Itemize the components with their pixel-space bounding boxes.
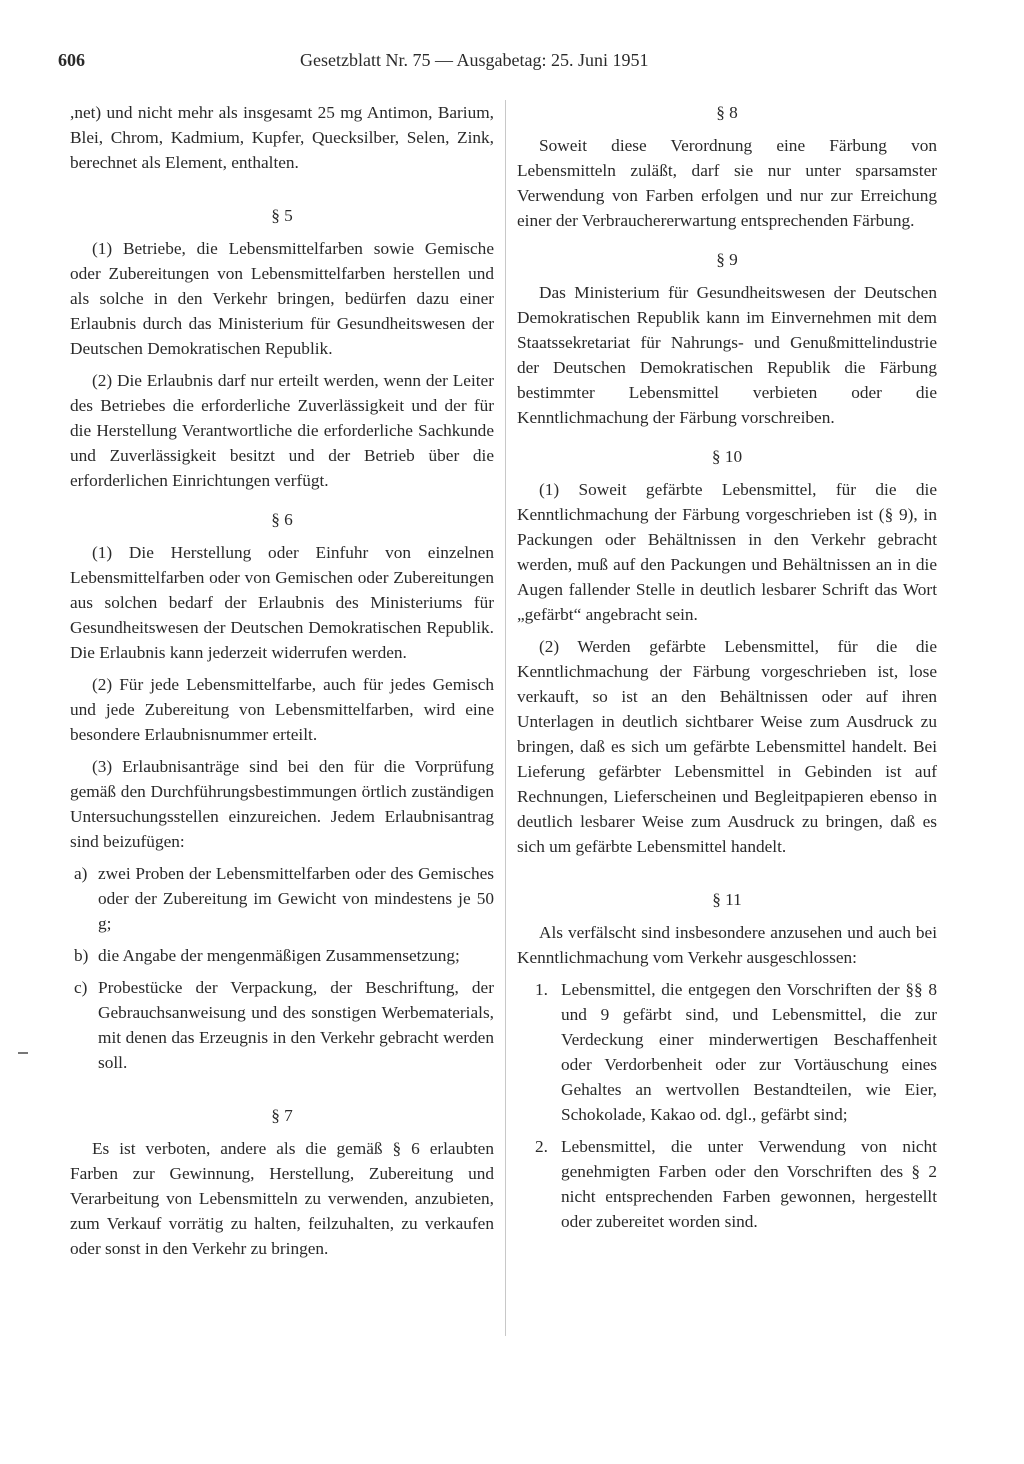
list-item <box>70 861 494 936</box>
list-marker: 1. <box>535 980 548 999</box>
section-6-list <box>70 861 494 1075</box>
right-column <box>517 100 937 1241</box>
running-title: Gesetzblatt Nr. 75 — Ausgabetag: 25. Juni 1951 <box>300 50 649 70</box>
list-item-text: zwei Proben der Lebensmittelfarben oder des Gemisches oder der Zubereitung im Gewicht von mindestens je 50 g; <box>98 864 494 933</box>
section-heading-6: § 6 <box>271 510 293 529</box>
section-6-paragraph-3: (3) Erlaubnisanträge sind bei den für die Vorprüfung gemäß den Durchführungsbestimmungen örtlich zuständigen Untersuchungsstellen einzureichen. Jedem Erlaubnisantrag sind beizufügen: <box>70 757 494 851</box>
margin-mark <box>18 1052 28 1054</box>
list-item <box>517 1134 937 1234</box>
section-heading-8: § 8 <box>716 103 738 122</box>
section-heading-7: § 7 <box>271 1106 293 1125</box>
section-10-paragraph-1: (1) Soweit gefärbte Lebensmittel, für die die Kenntlichmachung der Färbung vorgeschrieben ist (§ 9), in Packungen oder Behältnissen in den Verkehr gebracht werden, muß auf den Packungen und Behältnissen an in die Augen fallender Stelle in deutlich lesbarer Schrift das Wort „gefärbt“ angebracht sein. <box>517 480 937 624</box>
list-item-text: Lebensmittel, die unter Verwendung von nicht genehmigten Farben oder den Vorschriften des § 2 nicht entsprechenden Farben gewonnen, hergestellt oder zubereitet worden sind. <box>561 1137 937 1231</box>
section-heading-9: § 9 <box>716 250 738 269</box>
list-marker: b) <box>74 946 89 965</box>
section-6-paragraph-1: (1) Die Herstellung oder Einfuhr von einzelnen Lebensmittelfarben oder von Gemischen oder Zubereitungen aus solchen bedarf der Erlaubnis des Ministeriums für Gesundheitswesen der Deutschen Demokratischen Republik. Die Erlaubnis kann jederzeit widerrufen werden. <box>70 543 494 662</box>
section-9-paragraph-1: Das Ministerium für Gesundheitswesen der Deutschen Demokratischen Republik kann im Einvernehmen mit dem Staatssekretariat für Nahrungs- und Genußmittelindustrie der Deutschen Demokratischen Republik die Färbung bestimmter Lebensmittel verbieten oder die Kenntlichmachung der Färbung vorschreiben. <box>517 283 937 427</box>
section-5-paragraph-2: (2) Die Erlaubnis darf nur erteilt werden, wenn der Leiter des Betriebes die erforderliche Zuverlässigkeit und der für die Herstellung Verantwortliche die erforderliche Sachkunde und Zuverlässigkeit besitzt und der Betrieb über die erforderlichen Einrichtungen verfügt. <box>70 371 494 490</box>
page-number: 606 <box>58 50 85 70</box>
section-7-paragraph-1: Es ist verboten, andere als die gemäß § 6 erlaubten Farben zur Gewinnung, Herstellung, Zubereitung und Verarbeitung von Lebensmitteln zu verwenden, anzubieten, zum Verkauf vorrätig zu halten, feilzuhalten, zu verkaufen oder sonst in den Verkehr zu bringen. <box>70 1139 494 1258</box>
column-divider <box>505 100 506 1336</box>
section-heading-10: § 10 <box>711 447 743 466</box>
list-item-text: die Angabe der mengenmäßigen Zusammensetzung; <box>98 946 460 965</box>
list-marker: 2. <box>535 1137 548 1156</box>
list-item-text: Lebensmittel, die entgegen den Vorschriften der §§ 8 und 9 gefärbt sind, und Lebensmittel, die zur Verdeckung einer minderwertigen Beschaffenheit oder Verdorbenheit oder zur Vortäuschung eines Gehaltes an wertvollen Bestandteilen, wie Eier, Schokolade, Kakao od. dgl., gefärbt sind; <box>561 980 937 1124</box>
list-marker: c) <box>74 978 88 997</box>
section-6-paragraph-2: (2) Für jede Lebensmittelfarbe, auch für jedes Gemisch und jede Zubereitung von Lebensmittelfarben, wird eine besondere Erlaubnisnummer erteilt. <box>70 675 494 744</box>
list-item <box>517 977 937 1127</box>
list-item <box>70 975 494 1075</box>
left-column <box>70 100 494 1268</box>
list-item-text: Probestücke der Verpackung, der Beschriftung, der Gebrauchsanweisung und des sonstigen Werbematerials, mit denen das Erzeugnis in den Verkehr gebracht werden soll. <box>98 978 494 1072</box>
list-item <box>70 943 494 968</box>
section-8-paragraph-1: Soweit diese Verordnung eine Färbung von Lebensmitteln zuläßt, darf sie nur unter sparsamster Verwendung von Farben erfolgen und nur zur Erreichung einer der Verbrauchererwartung entsprechenden Färbung. <box>517 136 937 230</box>
section-heading-5: § 5 <box>271 206 293 225</box>
section-heading-11: § 11 <box>712 890 742 909</box>
section-5-paragraph-1: (1) Betriebe, die Lebensmittelfarben sowie Gemische oder Zubereitungen von Lebensmittelfarben herstellen und als solche in den Verkehr bringen, bedürfen dazu einer Erlaubnis durch das Ministerium für Gesundheitswesen der Deutschen Demokratischen Republik. <box>70 239 494 358</box>
section-11-list <box>517 977 937 1234</box>
continuation-paragraph: ,net) und nicht mehr als insgesamt 25 mg Antimon, Barium, Blei, Chrom, Kadmium, Kupfer, Quecksilber, Selen, Zink, berechnet als Element, enthalten. <box>70 103 494 172</box>
page-header <box>58 46 708 74</box>
section-10-paragraph-2: (2) Werden gefärbte Lebensmittel, für die die Kenntlichmachung der Färbung vorgeschrieben ist, lose verkauft, so ist an den Behältnissen oder auf ihren Unterlagen in deutlich sichtbarer Weise zum Ausdruck zu bringen, daß es sich um gefärbte Lebensmittel handelt. Bei Lieferung gefärbter Lebensmittel in Gebinden ist auf Rechnungen, Lieferscheinen und Begleitpapieren ebenso in deutlich lesbarer Weise zum Ausdruck zu bringen, daß es sich um gefärbte Lebensmittel handelt. <box>517 637 937 856</box>
section-11-paragraph-1: Als verfälscht sind insbesondere anzusehen und auch bei Kenntlichmachung vom Verkehr ausgeschlossen: <box>517 923 937 967</box>
list-marker: a) <box>74 864 88 883</box>
